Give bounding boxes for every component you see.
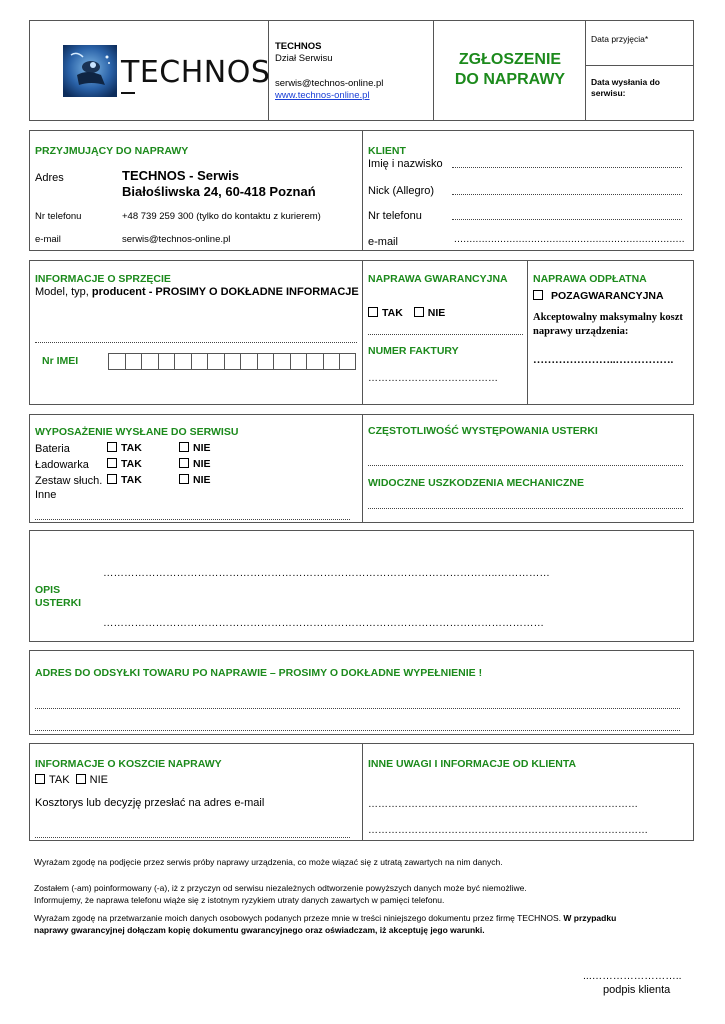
- cost-yes-checkbox[interactable]: [35, 774, 45, 784]
- fault-label-line2: USTERKI: [35, 597, 82, 609]
- other-notes-field-2[interactable]: …………………………………………………………………………: [368, 825, 648, 836]
- imei-cell[interactable]: [108, 353, 125, 370]
- cost-email-field[interactable]: [35, 837, 350, 838]
- website-link[interactable]: www.technos-online.pl: [275, 90, 370, 101]
- date-sent-label-line1: Data wysłania do: [591, 77, 660, 87]
- equipment-headset-no: [179, 474, 211, 486]
- return-address-field-2[interactable]: [35, 730, 680, 731]
- imei-cell[interactable]: [306, 353, 323, 370]
- out-of-warranty-option: [533, 290, 664, 302]
- date-sent-label: [591, 77, 660, 99]
- receiver-email-label: e-mail: [35, 234, 61, 245]
- device-model-field[interactable]: [35, 342, 357, 343]
- cost-note: Kosztorys lub decyzję przesłać na adres e-mail: [35, 797, 265, 809]
- signature-label: podpis klienta: [603, 984, 671, 996]
- fault-label-line1: OPIS: [35, 584, 61, 596]
- other-notes-heading: INNE UWAGI I INFORMACJE OD KLIENTA: [368, 758, 577, 770]
- receiver-address-label: Adres: [35, 172, 64, 184]
- equipment-other-field[interactable]: [35, 519, 350, 520]
- imei-cell[interactable]: [290, 353, 307, 370]
- receiver-phone-value: +48 739 259 300 (tylko do kontaktu z kurierem): [122, 211, 321, 222]
- max-cost-label-line2: naprawy urządzenia:: [533, 326, 629, 337]
- consent-gdpr-plain: Wyrażam zgodę na przetwarzanie moich danych osobowych podanych przeze mnie w treści niniejszego dokumentu przez firmę TECHNOS.: [34, 913, 564, 923]
- warranty-yes-label: TAK: [382, 307, 403, 319]
- headset-yes-checkbox[interactable]: [107, 474, 117, 484]
- equipment-battery-yes: [107, 442, 142, 454]
- equipment-heading: WYPOSAŻENIE WYSŁANE DO SERWISU: [35, 426, 239, 438]
- client-email-label: e-mail: [368, 236, 398, 248]
- form-title-line1: ZGŁOSZENIE: [458, 51, 562, 68]
- cost-no-checkbox[interactable]: [76, 774, 86, 784]
- device-divider-2: [527, 260, 528, 405]
- form-title: [435, 50, 585, 90]
- equipment-charger-label: Ładowarka: [35, 459, 89, 471]
- damage-heading: WIDOCZNE USZKODZENIA MECHANICZNE: [368, 477, 585, 489]
- header-divider-3: [585, 20, 586, 121]
- fault-label: [35, 584, 81, 610]
- battery-no-checkbox[interactable]: [179, 442, 189, 452]
- frequency-heading: CZĘSTOTLIWOŚĆ WYSTĘPOWANIA USTERKI: [368, 425, 598, 437]
- consent-gdpr-line2: naprawy gwarancyjnej dołączam kopię dokumentu gwarancyjnego oraz oświadczam, iż akceptuję jego warunki.: [34, 925, 485, 935]
- return-address-field-1[interactable]: [35, 708, 680, 709]
- header-divider-2: [433, 20, 434, 121]
- imei-cell[interactable]: [125, 353, 142, 370]
- other-notes-field-1[interactable]: ………………………………………………………………………: [368, 799, 638, 810]
- imei-cell[interactable]: [323, 353, 340, 370]
- equipment-charger-no: [179, 458, 211, 470]
- cost-no-label: NIE: [89, 774, 108, 786]
- equipment-other-label: Inne: [35, 489, 57, 501]
- warranty-options: [368, 307, 445, 319]
- receiver-phone-label: Nr telefonu: [35, 211, 82, 222]
- charger-no-label: NIE: [193, 458, 211, 470]
- device-divider-1: [362, 260, 363, 405]
- warranty-yes-checkbox[interactable]: [368, 307, 378, 317]
- device-heading: INFORMACJE O SPRZĘCIE: [35, 273, 171, 285]
- imei-cell[interactable]: [257, 353, 274, 370]
- imei-cell[interactable]: [174, 353, 191, 370]
- client-phone-field[interactable]: [452, 219, 682, 220]
- header-date-divider: [585, 65, 694, 66]
- imei-cell[interactable]: [158, 353, 175, 370]
- device-subtitle-bold: producent - PROSIMY O DOKŁADNE INFORMACJE: [91, 286, 359, 298]
- max-cost-label: [533, 311, 683, 339]
- client-name-label: Imię i nazwisko: [368, 158, 443, 170]
- cost-heading: INFORMACJE O KOSZCIE NAPRAWY: [35, 758, 222, 770]
- consent-data-loss: Wyrażam zgodę na podjęcie przez serwis próby naprawy urządzenia, co może wiązać się z utratą zawartych na nim danych.: [34, 857, 503, 867]
- consent-informed-line1: Zostałem (-am) poinformowany (-a), iż z przyczyn od serwisu niezależnych odtworzenie powyższych danych może być niemożliwe.: [34, 883, 527, 893]
- client-email-field[interactable]: ...........................................................................: [454, 234, 685, 245]
- consent-gdpr-line1: [34, 912, 694, 924]
- imei-cell[interactable]: [224, 353, 241, 370]
- imei-cell[interactable]: [191, 353, 208, 370]
- company-name: TECHNOS: [275, 41, 322, 52]
- cost-divider: [362, 743, 363, 841]
- equipment-battery-no: [179, 442, 211, 454]
- return-address-heading: ADRES DO ODSYŁKI TOWARU PO NAPRAWIE – PROSIMY O DOKŁADNE WYPEŁNIENIE !: [35, 667, 483, 679]
- technos-logo: [63, 45, 271, 100]
- return-address-box: [29, 650, 694, 735]
- headset-no-label: NIE: [193, 474, 211, 486]
- headset-yes-label: TAK: [121, 474, 142, 486]
- out-of-warranty-label: POZAGWARANCYJNA: [551, 290, 664, 302]
- paid-heading: NAPRAWA ODPŁATNA: [533, 273, 647, 285]
- receiver-address-line1: TECHNOS - Serwis: [122, 168, 240, 183]
- frequency-field[interactable]: [368, 465, 683, 466]
- header-email: serwis@technos-online.pl: [275, 78, 384, 89]
- equipment-divider: [362, 414, 363, 523]
- device-subtitle-plain: Model, typ,: [35, 286, 92, 298]
- invoice-heading: NUMER FAKTURY: [368, 345, 459, 357]
- equipment-headset-yes: [107, 474, 142, 486]
- logo-wordmark: TECHNOS: [121, 55, 271, 90]
- receiver-client-divider: [362, 130, 363, 251]
- charger-no-checkbox[interactable]: [179, 458, 189, 468]
- headset-no-checkbox[interactable]: [179, 474, 189, 484]
- imei-input-cells[interactable]: [108, 353, 356, 370]
- warranty-heading: NAPRAWA GWARANCYJNA: [368, 273, 508, 285]
- logo-underline: [121, 92, 135, 94]
- consent-informed-line2: Informujemy, że naprawa telefonu wiąże się z istotnym ryzykiem utraty danych zawartych w pamięci telefonu.: [34, 895, 445, 905]
- equipment-charger-yes: [107, 458, 142, 470]
- battery-yes-checkbox[interactable]: [107, 442, 117, 452]
- consent-gdpr-bold-start: W przypadku: [563, 913, 617, 923]
- department: Dział Serwisu: [275, 53, 333, 64]
- imei-cell[interactable]: [339, 353, 356, 370]
- client-nick-field[interactable]: [452, 194, 682, 195]
- warranty-divider-dots: [368, 334, 523, 335]
- receiver-heading: PRZYJMUJĄCY DO NAPRAWY: [35, 145, 189, 157]
- imei-cell[interactable]: [141, 353, 158, 370]
- receiver-address-line2: Białośliwska 24, 60-418 Poznań: [122, 184, 316, 199]
- battery-no-label: NIE: [193, 442, 211, 454]
- out-of-warranty-checkbox[interactable]: [533, 290, 543, 300]
- consent-informed: [34, 882, 527, 906]
- charger-yes-label: TAK: [121, 458, 142, 470]
- client-phone-label: Nr telefonu: [368, 210, 422, 222]
- imei-cell[interactable]: [240, 353, 257, 370]
- invoice-field[interactable]: …………………………………: [368, 373, 498, 384]
- damage-field[interactable]: [368, 508, 683, 509]
- signature-field[interactable]: ...……………………..: [583, 970, 682, 982]
- fault-field-line2[interactable]: ………………………………………………………………………………………………………………: [103, 617, 544, 629]
- logo-diver-image: [63, 45, 117, 97]
- max-cost-field[interactable]: …………………..…………….: [533, 354, 674, 366]
- max-cost-label-line1: Akceptowalny maksymalny koszt: [533, 312, 683, 323]
- charger-yes-checkbox[interactable]: [107, 458, 117, 468]
- warranty-no-checkbox[interactable]: [414, 307, 424, 317]
- client-heading: KLIENT: [368, 145, 406, 157]
- receiver-email-value: serwis@technos-online.pl: [122, 234, 231, 245]
- equipment-headset-label: Zestaw słuch.: [35, 475, 103, 487]
- fault-field-line1[interactable]: …………………………………………………………………………………………………..……………: [103, 567, 550, 579]
- equipment-battery-label: Bateria: [35, 443, 70, 455]
- imei-cell[interactable]: [273, 353, 290, 370]
- device-subtitle: [35, 286, 359, 298]
- consent-gdpr: [34, 912, 694, 936]
- warranty-no-label: NIE: [427, 307, 446, 319]
- imei-label: Nr IMEI: [42, 355, 79, 367]
- date-received-label: Data przyjęcia*: [591, 34, 649, 44]
- form-title-line2: DO NAPRAWY: [454, 71, 566, 88]
- cost-options: [35, 774, 108, 786]
- date-sent-label-line2: serwisu:: [591, 88, 626, 98]
- battery-yes-label: TAK: [121, 442, 142, 454]
- cost-yes-label: TAK: [49, 774, 70, 786]
- client-nick-label: Nick (Allegro): [368, 185, 435, 197]
- imei-cell[interactable]: [207, 353, 224, 370]
- client-name-field[interactable]: [452, 167, 682, 168]
